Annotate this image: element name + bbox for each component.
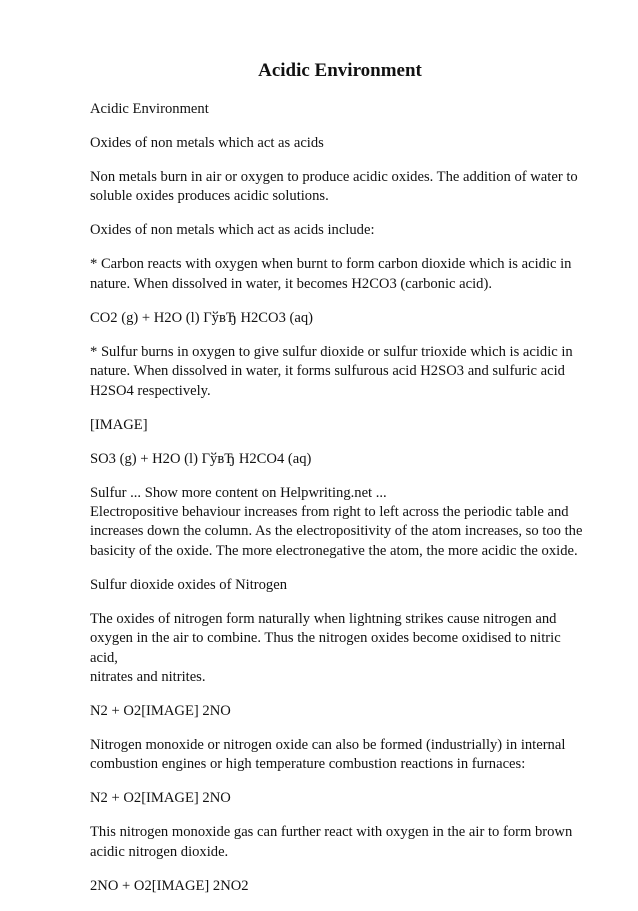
paragraph-oxides-heading: Oxides of non metals which act as acids [90, 135, 324, 151]
paragraph-carbon-reacts: * Carbon reacts with oxygen when burnt to form carbon dioxide which is acidic in nature. When dissolved in water, it becomes H2CO3 (carbonic acid). [90, 256, 572, 292]
equation-2no-o2: 2NO + O2[IMAGE] 2NO2 [90, 877, 249, 894]
paragraph-sulfur-burns: * Sulfur burns in oxygen to give sulfur dioxide or sulfur trioxide which is acidic in nature. When dissolved in water, it forms sulfurous acid H2SO3 and sulfuric acid H2SO4 respectively. [90, 343, 573, 399]
paragraph-oxides-of-nitrogen: The oxides of nitrogen form naturally when lightning strikes cause nitrogen and oxygen in the air to combine. Thus the nitrogen oxides become oxidised to nitric acid, nitrates and nitrites. [90, 610, 561, 686]
paragraph-heading-acidic-environment: Acidic Environment [90, 101, 209, 117]
document-title: Acidic Environment [258, 60, 422, 81]
paragraph-oxides-include: Oxides of non metals which act as acids include: [90, 222, 375, 239]
document-page [90, 58, 590, 911]
image-placeholder: [IMAGE] [90, 416, 148, 433]
paragraph-non-metals-burn: Non metals burn in air or oxygen to produce acidic oxides. The addition of water to soluble oxides produces acidic solutions. [90, 169, 578, 205]
paragraph-show-more: Sulfur ... Show more content on Helpwriting.net ... [90, 484, 387, 501]
equation-co2: CO2 (g) + H2O (l) ГўвЂ H2CO3 (aq) [90, 309, 314, 326]
paragraph-nitrogen-monoxide-gas: This nitrogen monoxide gas can further react with oxygen in the air to form brown acidic nitrogen dioxide. [90, 824, 573, 860]
equation-n2-o2-first: N2 + O2[IMAGE] 2NO [90, 703, 231, 720]
paragraph-sulfur-dioxide-nitrogen: Sulfur dioxide oxides of Nitrogen [90, 576, 287, 593]
equation-so3: SO3 (g) + H2O (l) ГўвЂ H2CO4 (aq) [90, 450, 312, 467]
paragraph-nitrogen-monoxide: Nitrogen monoxide or nitrogen oxide can also be formed (industrially) in internal combustion engines or high temperature combustion reactions in furnaces: [90, 737, 566, 773]
equation-n2-o2-second: N2 + O2[IMAGE] 2NO [90, 790, 231, 807]
paragraph-electropositive: Electropositive behaviour increases from right to left across the periodic table and increases down the column. As the electropositivity of the atom increases, so too the basicity of the oxide. The more electronegative the atom, the more acidic the oxide. [90, 504, 583, 559]
